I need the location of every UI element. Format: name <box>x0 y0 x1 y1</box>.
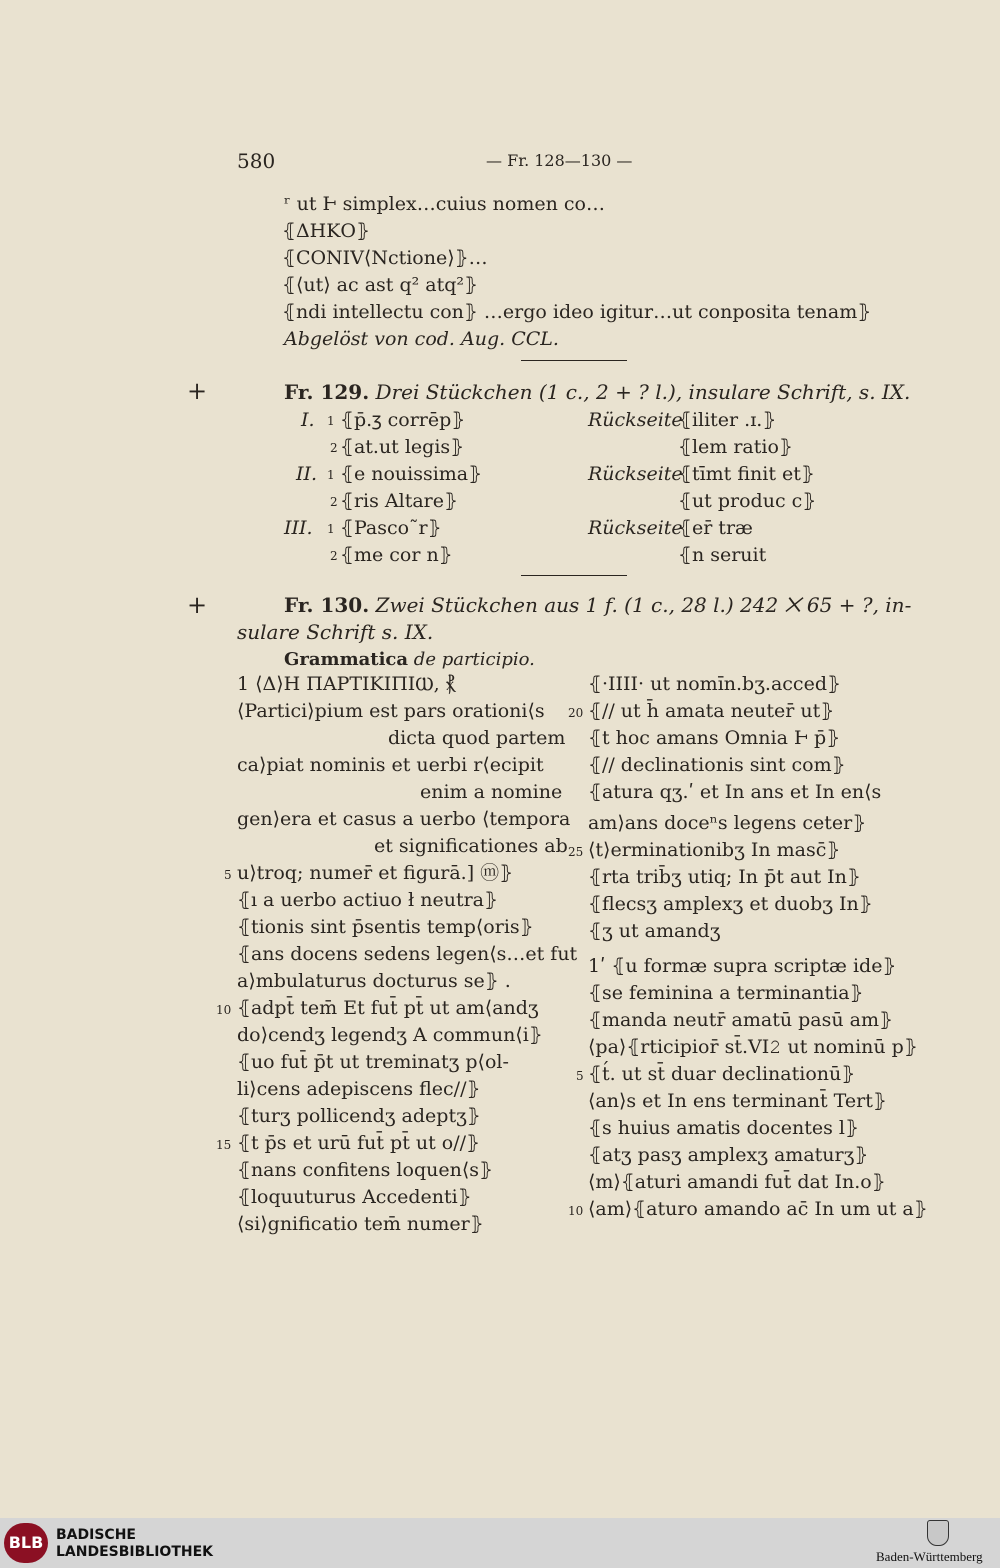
transcription-line: et significationes ab <box>374 835 568 857</box>
piece-line: ⦃ris Altare⦄ <box>340 490 458 512</box>
transcription-line: ⟨Partici⟩pium est pars orationi⟨s <box>237 700 545 722</box>
back-line: ⦃iliter .ɪ.⦄ <box>678 409 777 431</box>
transcription-line: ⦃loquuturus Accedenti⦄ <box>237 1186 472 1208</box>
section-divider <box>521 575 627 576</box>
fr128-line: ⦃⟨ut⟩ ac ast q² atq²⦄ <box>282 274 478 296</box>
fr128-line: ⦃CONIV⟨Nctione⟩⦄… <box>282 247 488 269</box>
transcription-line: ⦃rta trib̄ʒ utiq; In p̄t aut In⦄ <box>588 866 861 888</box>
transcription-line: ⦃atʒ pasʒ amplexʒ amaturʒ⦄ <box>588 1144 869 1166</box>
line-number: 1 <box>327 522 335 536</box>
piece-roman: II. <box>296 463 318 485</box>
line-number: 2 <box>330 441 338 455</box>
piece-roman: I. <box>301 409 315 431</box>
transcription-line: do⟩cendʒ legendʒ A commun⟨i⦄ <box>237 1024 543 1046</box>
transcription-line: ⦃turʒ pollicendʒ adeptʒ⦄ <box>237 1105 481 1127</box>
transcription-line: ⟨an⟩s et In ens terminant̄ Tert⦄ <box>588 1090 887 1112</box>
transcription-line: ⦃adpt̄ tem̄ Et fut̄ pt̄ ut am⟨andʒ <box>237 997 539 1019</box>
transcription-line: ⦃manda neutr̄ amatū pasū am⦄ <box>588 1009 893 1031</box>
fr129-description: Drei Stückchen (1 c., 2 + ? l.), insulare Schrift, s. IX. <box>375 380 911 404</box>
transcription-line: ⟨pa⟩⦃rticipior̄ st̄.VI𝟸 ut nominū p⦄ <box>588 1036 918 1058</box>
section-divider <box>521 360 627 361</box>
transcription-line: gen⟩era et casus a uerbo ⟨tempora <box>237 808 571 830</box>
transcription-line: ⟨t⟩erminationibʒ In masc̄⦄ <box>588 839 841 861</box>
transcription-line: ⦃se feminina a terminantia⦄ <box>588 982 864 1004</box>
transcription-line: ⦃nans confitens loquen⟨s⦄ <box>237 1159 493 1181</box>
line-number: 15 <box>216 1138 232 1152</box>
transcription-line: ⦃// ut h̄ amata neuter̄ ut⦄ <box>588 700 835 722</box>
fr130-description: Zwei Stückchen aus 1 f. (1 c., 28 l.) 242 ⨉ 65 + ?, in- <box>375 593 912 617</box>
line-number: 1 <box>327 414 335 428</box>
transcription-line: ⦃tionis sint p̄sentis temp⟨oris⦄ <box>237 916 534 938</box>
library-name-line2: LANDESBIBLIOTHEK <box>56 1544 214 1560</box>
transcription-line: 1 ⟨Δ⟩Η ΠΑΡΤΙΚΙΠΙⲰ, ⳩ <box>237 673 455 695</box>
fr128-line: ʳ ut Ⱶ simplex…cuius nomen co… <box>284 193 605 215</box>
fr129-heading <box>284 381 910 403</box>
fr128-line: ⦃ndi intellectu con⦄ …ergo ideo igitur…ut conposita tenam⦄ <box>282 301 872 323</box>
line-number: 25 <box>568 845 584 859</box>
fr130-heading <box>284 594 911 616</box>
transcription-line: ⦃t́. ut st̄ duar declinationū⦄ <box>588 1063 856 1085</box>
line-number: 10 <box>568 1204 584 1218</box>
transcription-line: ⦃ʒ ut amandʒ <box>588 920 721 942</box>
transcription-line: enim a nomine <box>420 781 563 803</box>
piece-line: ⦃e nouissima⦄ <box>340 463 483 485</box>
transcription-line: ⦃atura qʒ.ʹ et In ans et In en⟨s <box>588 781 882 803</box>
cross-mark: + <box>187 591 208 619</box>
transcription-line: ⦃ı a uerbo actiuo ł neutra⦄ <box>237 889 498 911</box>
transcription-line: ca⟩piat nominis et uerbi r⟨ecipit <box>237 754 544 776</box>
line-number: 2 <box>330 495 338 509</box>
transcription-line: ⦃// declinationis sint com⦄ <box>588 754 846 776</box>
transcription-line: ⦃flecsʒ amplexʒ et duobʒ In⦄ <box>588 893 873 915</box>
line-number: 20 <box>568 706 584 720</box>
back-line: ⦃ut produc c⦄ <box>678 490 817 512</box>
fr128-line: ⦃ΔΗΚΟ⦄ <box>282 220 370 242</box>
running-head: — Fr. 128—130 — <box>486 151 633 170</box>
transcription-line: ⦃t p̄s et urū fut̄ pt̄ ut o//⦄ <box>237 1132 480 1154</box>
subheading-subtitle: de participio. <box>413 649 535 670</box>
fr130-subheading <box>284 649 535 671</box>
fr128-source-note: Abgelöst von cod. Aug. CCL. <box>284 328 559 350</box>
transcription-line: li⟩cens adepiscens flec//⦄ <box>237 1078 481 1100</box>
line-number: 5 <box>224 868 232 882</box>
piece-line: ⦃me cor n⦄ <box>340 544 453 566</box>
transcription-line: ⟨am⟩⦃aturo amando ac̄ In um ut a⦄ <box>588 1198 928 1220</box>
transcription-line: ⦃ans docens sedens legen⟨s…et fut <box>237 943 578 965</box>
piece-line: ⦃Pasco˜r⦄ <box>340 517 442 539</box>
back-line: ⦃n seruit <box>678 544 767 566</box>
page-number: 580 <box>237 149 276 173</box>
transcription-line: ⟨si⟩gnificatio tem̄ numer⦄ <box>237 1213 484 1235</box>
transcription-line: ⦃s huius amatis docentes l⦄ <box>588 1117 859 1139</box>
back-line: ⦃lem ratio⦄ <box>678 436 793 458</box>
fr129-number: Fr. 129. <box>284 380 370 404</box>
fr130-description-cont: sulare Schrift s. IX. <box>237 620 434 644</box>
fr130-number: Fr. 130. <box>284 593 370 617</box>
line-number: 1 <box>327 468 335 482</box>
coat-of-arms-icon <box>927 1520 949 1546</box>
state-label: Baden-Württemberg <box>876 1549 983 1564</box>
library-name-line1: BADISCHE <box>56 1527 136 1543</box>
blb-logo-icon[interactable]: BLB <box>4 1523 48 1563</box>
back-line: ⦃tīmt finit et⦄ <box>678 463 815 485</box>
line-number: 2 <box>330 549 338 563</box>
cross-mark: + <box>187 377 208 405</box>
piece-roman: III. <box>284 517 313 539</box>
footer-bar <box>0 1518 1000 1568</box>
transcription-line: ⟨m⟩⦃aturi amandi fut̄ dat In.o⦄ <box>588 1171 886 1193</box>
transcription-line: ⦃t hoc amans Omnia Ⱶ p̄⦄ <box>588 727 841 749</box>
transcription-line: ⦃·IIII· ut nomı̄n.bʒ.acced⦄ <box>588 673 841 695</box>
back-side-label: Rückseite <box>588 409 683 431</box>
transcription-line: am⟩ans doceⁿs legens ceter⦄ <box>588 812 867 834</box>
transcription-line: dicta quod partem <box>388 727 566 749</box>
line-number: 5 <box>576 1069 584 1083</box>
piece-line: ⦃at.ut legis⦄ <box>340 436 465 458</box>
subheading-title: Grammatica <box>284 649 409 670</box>
back-line: ⦃er̄ træ <box>678 517 753 539</box>
transcription-line: a⟩mbulaturus docturus se⦄ . <box>237 970 511 992</box>
transcription-line: 1ʹ ⦃u formæ supra scriptæ ide⦄ <box>588 955 897 977</box>
back-side-label: Rückseite <box>588 463 683 485</box>
piece-line: ⦃p̄.ⳅ corrēp⦄ <box>340 409 466 431</box>
line-number: 10 <box>216 1003 232 1017</box>
transcription-line: u⟩troq; numer̄ et figurā.] ⓜ⦄ <box>237 862 514 884</box>
transcription-line: ⦃uo fut̄ p̄t ut treminatʒ p⟨ol- <box>237 1051 509 1073</box>
back-side-label: Rückseite <box>588 517 683 539</box>
